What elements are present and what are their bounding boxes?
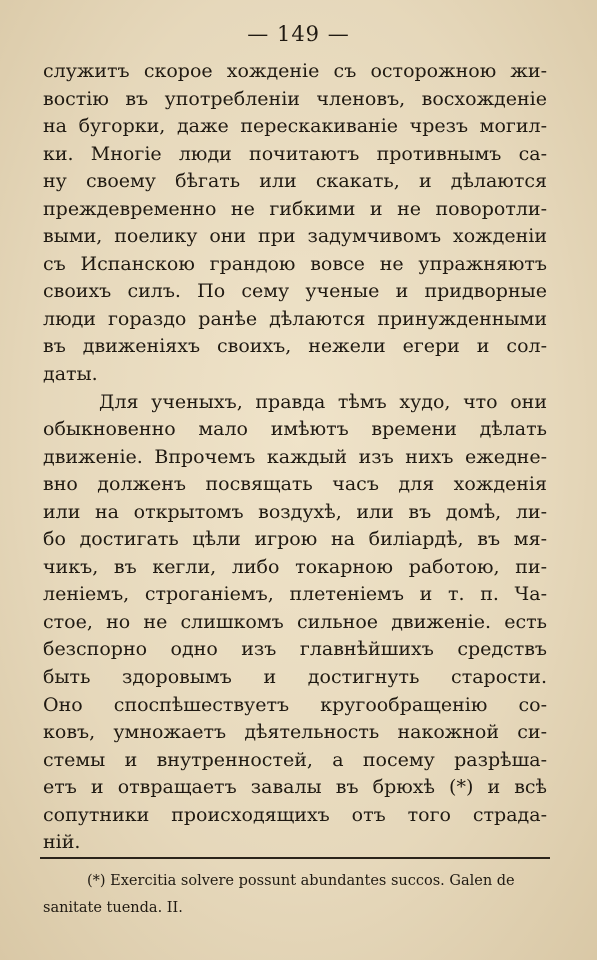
text-line: етъ и отвращаетъ завалы въ брюхѣ (*) и всѣ bbox=[43, 776, 547, 799]
footnote-line: (*) Exercitia solvere possunt abundantes succos. Galen de bbox=[87, 873, 515, 889]
text-line: стемы и внутренностей, а посему разрѣша- bbox=[43, 748, 547, 771]
text-line: или на открытомъ воздухѣ, или въ домѣ, ли- bbox=[43, 500, 547, 523]
text-line: стое, но не слишкомъ сильное движеніе. есть bbox=[43, 610, 547, 633]
text-line: преждевременно не гибкими и не поворотли- bbox=[43, 197, 547, 220]
text-line: бо достигать цѣли игрою на биліардѣ, въ мя- bbox=[43, 528, 547, 551]
text-line: ну своему бѣгать или скакать, и дѣлаются bbox=[43, 170, 547, 193]
text-line: съ Испанскою грандою вовсе не упражняютъ bbox=[43, 252, 547, 275]
text-line: на бугорки, даже перескакиваніе чрезъ могил- bbox=[43, 115, 547, 138]
paragraph-start-line: Для ученыхъ, правда тѣмъ худо, что они bbox=[99, 390, 547, 413]
text-line: безспорно одно изъ главнѣйшихъ средствъ bbox=[43, 638, 547, 661]
body-text bbox=[43, 58, 547, 857]
text-line: вно долженъ посвящать часъ для хожденія bbox=[43, 473, 547, 496]
footnote-divider bbox=[40, 857, 550, 859]
text-line: леніемъ, строганіемъ, плетеніемъ и т. п. Ча- bbox=[43, 583, 547, 606]
text-line: сопутники происходящихъ отъ того страда- bbox=[43, 803, 547, 826]
text-line: ки. Многіе люди почитаютъ противнымъ са- bbox=[43, 142, 547, 165]
text-line: востію въ употребленіи членовъ, восхожденіе bbox=[43, 87, 547, 110]
paragraph-end-line: даты. bbox=[43, 363, 98, 386]
text-line: быть здоровымъ и достигнуть старости. bbox=[43, 666, 547, 689]
footnote-line: sanitate tuenda. II. bbox=[43, 900, 183, 916]
text-line: движеніе. Впрочемъ каждый изъ нихъ ежедне- bbox=[43, 445, 547, 468]
footnote bbox=[43, 868, 547, 922]
text-line: выми, поелику они при задумчивомъ хожденіи bbox=[43, 225, 547, 248]
text-line: обыкновенно мало имѣютъ времени дѣлать bbox=[43, 418, 547, 441]
text-line: люди гораздо ранѣе дѣлаются принужденными bbox=[43, 307, 547, 330]
text-line: въ движеніяхъ своихъ, нежели егери и сол- bbox=[43, 335, 547, 358]
text-line: своихъ силъ. По сему ученые и придворные bbox=[43, 280, 547, 303]
text-line: ковъ, умножаетъ дѣятельность накожной си- bbox=[43, 721, 547, 744]
page-number: — 149 — bbox=[247, 22, 350, 46]
text-line: служитъ скорое хожденіе съ осторожною жи- bbox=[43, 60, 547, 82]
paragraph-end-line: ній. bbox=[43, 831, 81, 854]
text-line: Оно споспѣшествуетъ кругообращенію со- bbox=[43, 693, 547, 716]
text-line: чикъ, въ кегли, либо токарною работою, пи- bbox=[43, 555, 547, 578]
